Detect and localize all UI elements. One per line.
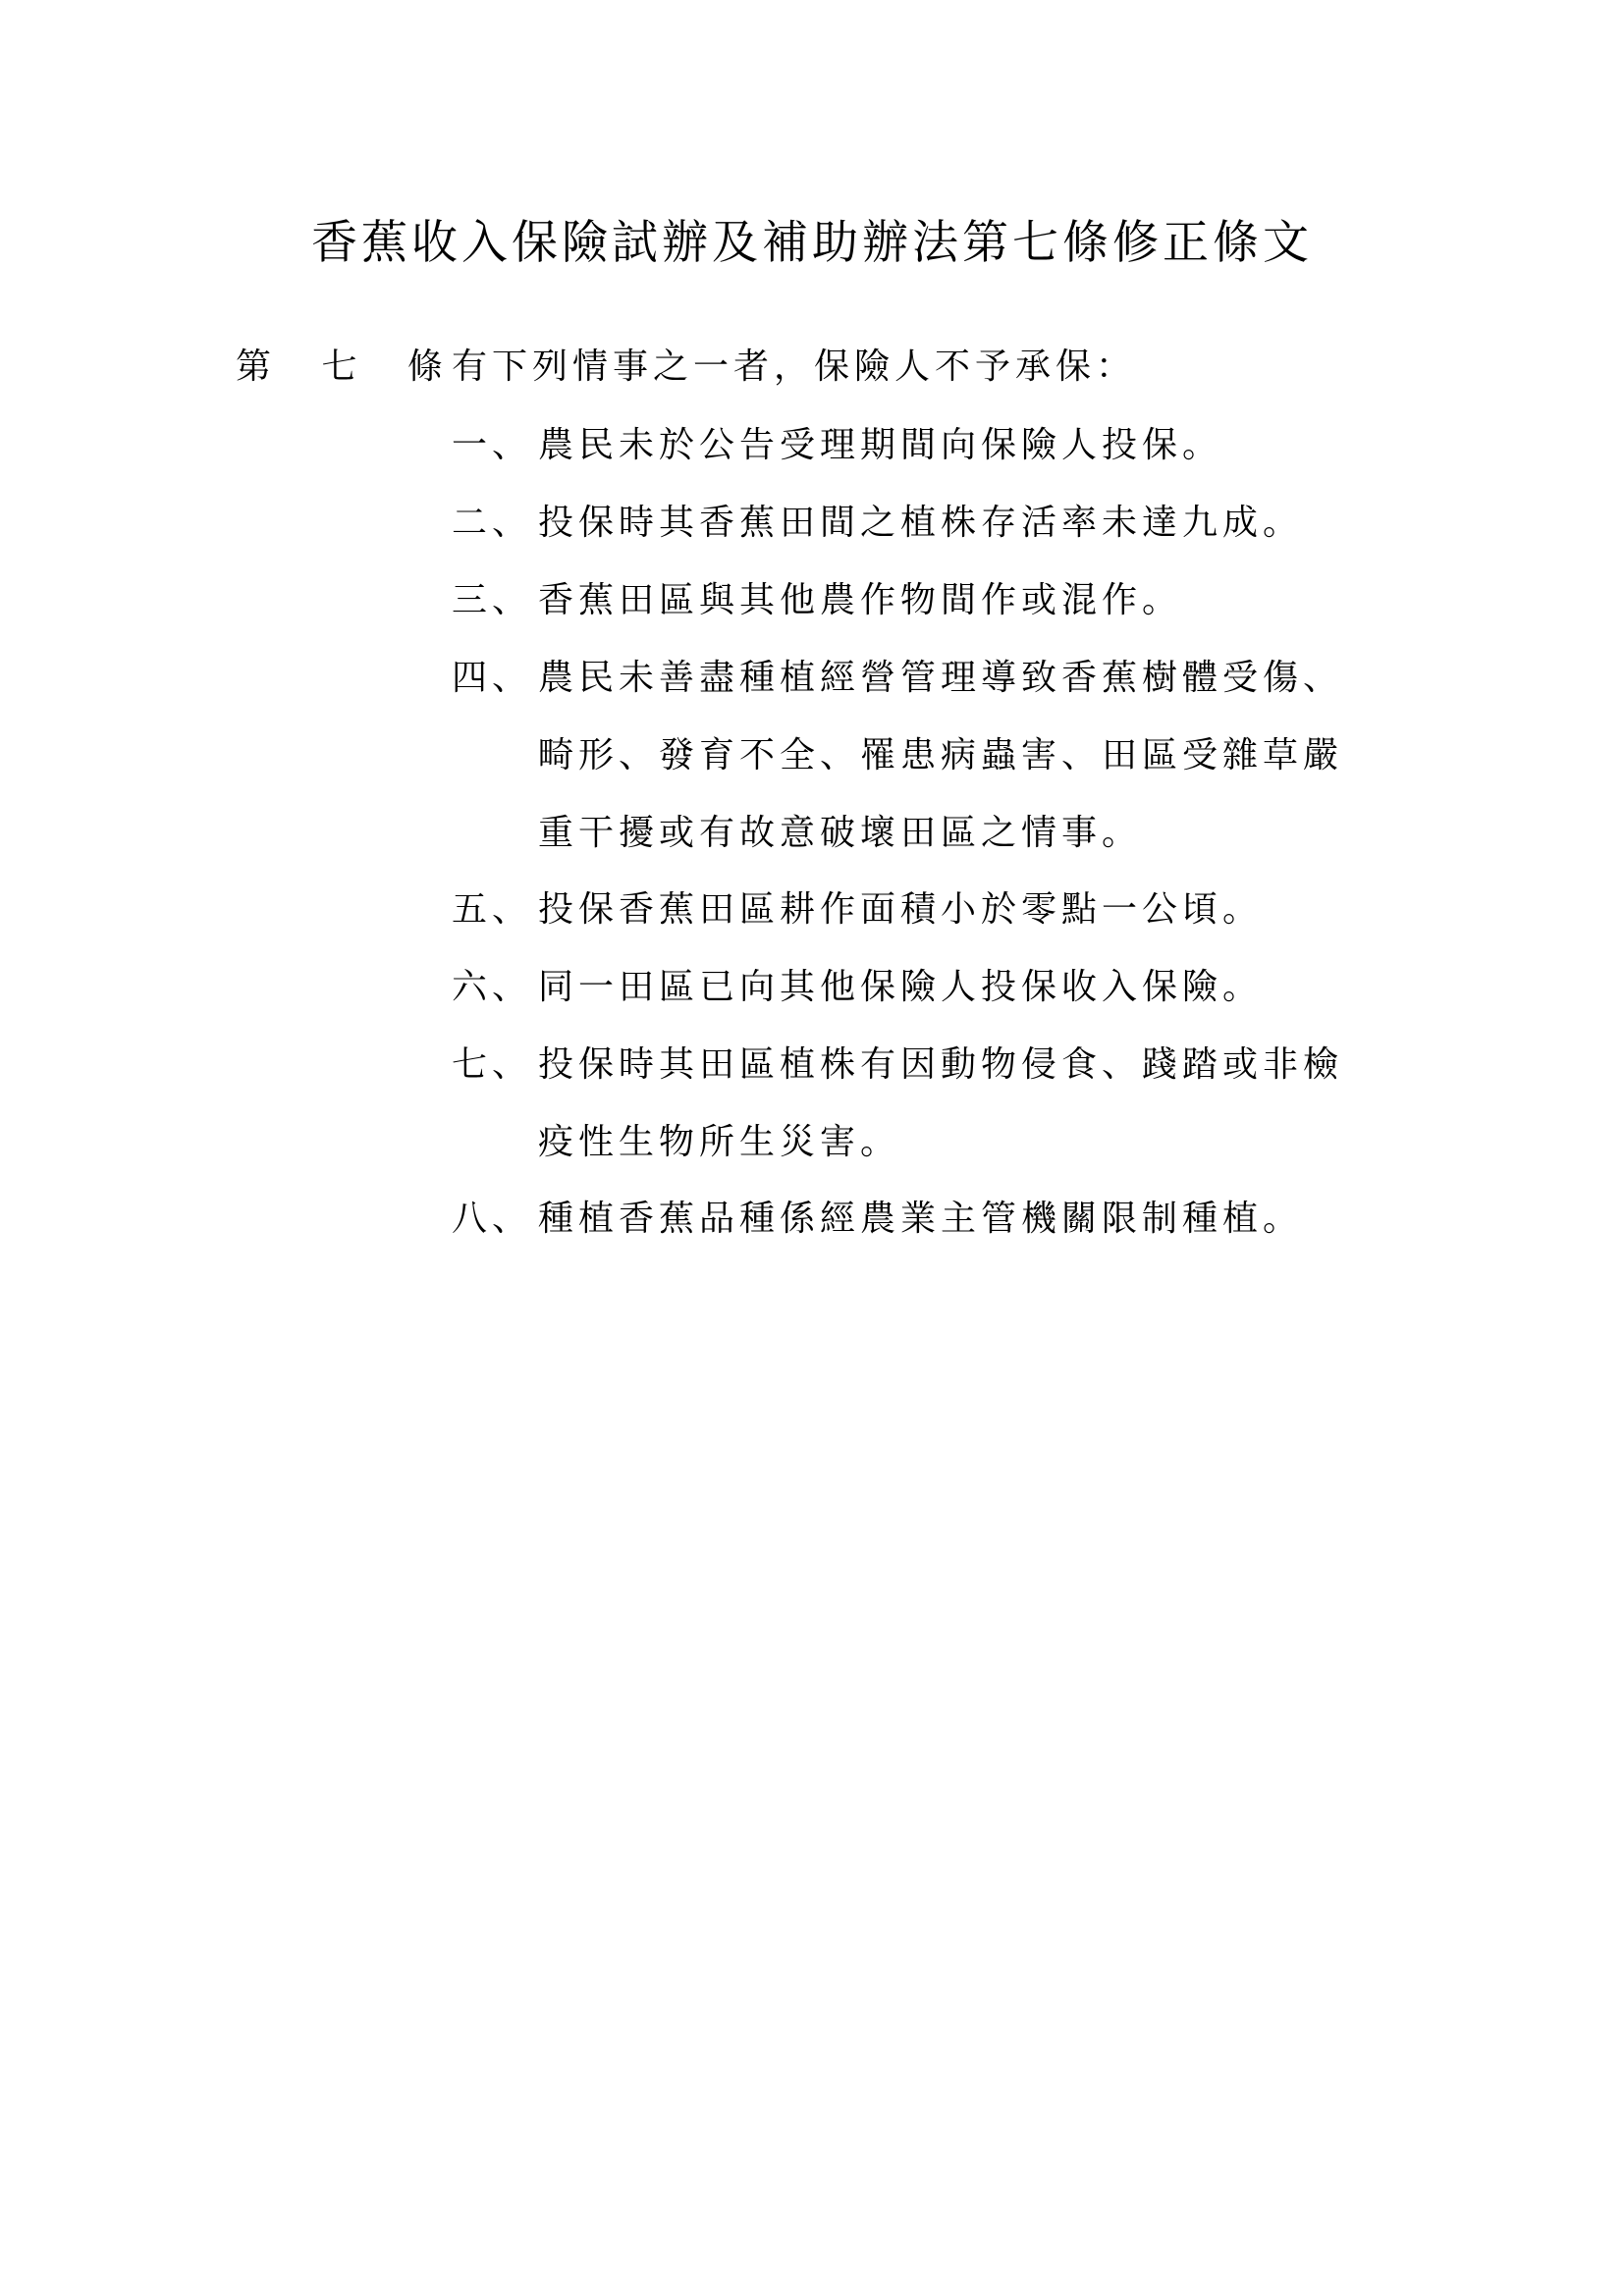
item-text bbox=[538, 496, 1303, 573]
item-number: 三、 bbox=[452, 580, 533, 620]
item-line: 投保時其香蕉田間之植株存活率未達九成。 bbox=[538, 503, 1304, 543]
item-line: 香蕉田區與其他農作物間作或混作。 bbox=[538, 580, 1183, 620]
item-line: 重干擾或有故意破壞田區之情事。 bbox=[538, 813, 1143, 853]
article-label: 第 七 條 bbox=[236, 347, 462, 387]
item-number: 五、 bbox=[452, 889, 533, 930]
item-text bbox=[538, 573, 1182, 651]
item-line: 疫性生物所生災害。 bbox=[538, 1122, 901, 1162]
item-line: 同一田區已向其他保險人投保收入保險。 bbox=[538, 967, 1264, 1007]
item-line: 投保香蕉田區耕作面積小於零點一公頃。 bbox=[538, 889, 1264, 930]
item-text bbox=[538, 1192, 1303, 1269]
item-line: 農民未善盡種植經營管理導致香蕉樹體受傷、 bbox=[538, 658, 1344, 698]
item-text bbox=[538, 1038, 1343, 1193]
item-line: 投保時其田區植株有因動物侵食、踐踏或非檢 bbox=[538, 1044, 1344, 1085]
item-number: 六、 bbox=[452, 967, 533, 1007]
item-number: 四、 bbox=[452, 658, 533, 698]
item-number: 七、 bbox=[452, 1044, 533, 1085]
document-title: 香蕉收入保險試辦及補助辦法第七條修正條文 bbox=[311, 216, 1313, 270]
article-intro: 有下列情事之一者，保險人不予承保： bbox=[452, 347, 1137, 387]
item-number: 二、 bbox=[452, 503, 533, 543]
item-line: 種植香蕉品種係經農業主管機關限制種植。 bbox=[538, 1199, 1304, 1239]
item-text bbox=[538, 960, 1263, 1038]
item-line: 農民未於公告受理期間向保險人投保。 bbox=[538, 425, 1223, 465]
item-line: 畸形、發育不全、罹患病蟲害、田區受雜草嚴 bbox=[538, 735, 1344, 775]
item-text bbox=[538, 418, 1222, 496]
item-number: 八、 bbox=[452, 1199, 533, 1239]
item-text bbox=[538, 882, 1263, 960]
item-text bbox=[538, 651, 1343, 883]
item-number: 一、 bbox=[452, 425, 533, 465]
